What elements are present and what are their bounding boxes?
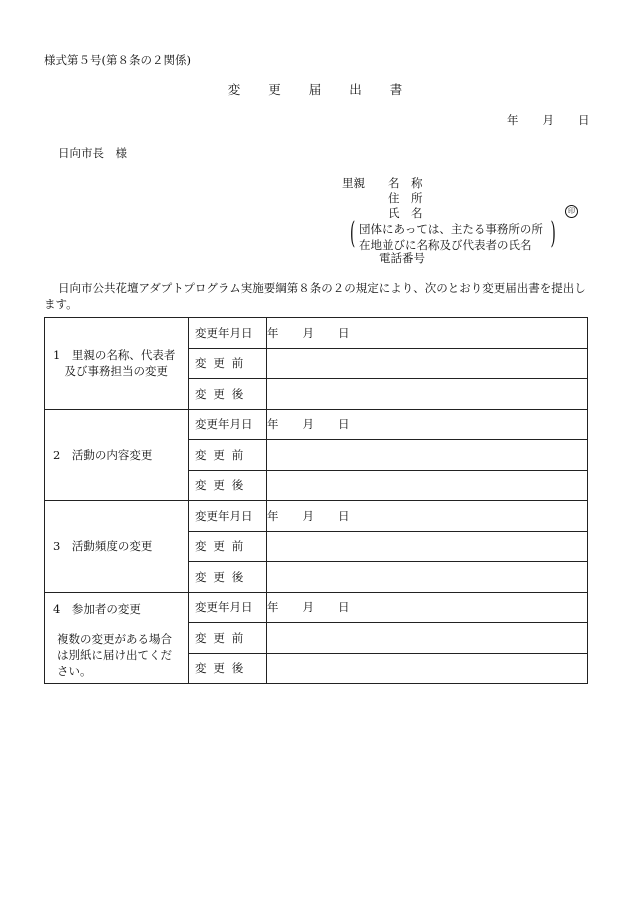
before-field[interactable] [267, 348, 588, 379]
change-date-field[interactable]: 年 月 日 [267, 318, 588, 349]
section-label: 3 活動頻度の変更 [53, 539, 153, 554]
change-date-field[interactable]: 年 月 日 [267, 501, 588, 532]
submission-date [507, 112, 590, 128]
after-field[interactable] [267, 470, 588, 501]
change-date-label: 変更年月日 [189, 409, 267, 440]
group-note [350, 216, 556, 253]
after-field[interactable] [267, 379, 588, 410]
after-label: 変更後 [189, 653, 267, 684]
name-label: 名 称 [388, 176, 423, 190]
change-date-label: 変更年月日 [189, 592, 267, 623]
address-label: 住 所 [388, 191, 423, 205]
satooya-label: 里親 [342, 176, 365, 190]
after-label: 変更後 [189, 470, 267, 501]
document-title [0, 80, 630, 98]
body-text: 日向市公共花壇アダプトプログラム実施要綱第８条の２の規定により、次のとおり変更届出書を提出します。 [44, 281, 586, 311]
section-cell [45, 409, 189, 501]
change-date-field[interactable]: 年 月 日 [267, 592, 588, 623]
date-month: 月 [542, 113, 554, 127]
group-note-line1: 団体にあっては、主たる事務所の所 [359, 222, 543, 236]
before-label: 変更前 [189, 440, 267, 471]
table-row [45, 501, 588, 532]
after-field[interactable] [267, 562, 588, 593]
section-label: 1 里親の名称、代表者 [53, 348, 176, 363]
before-field[interactable] [267, 623, 588, 654]
form-number: 様式第５号(第８条の２関係) [44, 53, 191, 67]
title-char: 変 [227, 82, 241, 97]
title-char: 出 [349, 82, 362, 97]
after-field[interactable] [267, 653, 588, 684]
change-date-label: 変更年月日 [189, 318, 267, 349]
table-row [45, 318, 588, 349]
section-label: 及び事務担当の変更 [53, 364, 168, 379]
section-note: 複数の変更がある場合は別紙に届け出てください。 [57, 631, 172, 678]
table-row [45, 592, 588, 623]
before-field[interactable] [267, 531, 588, 562]
open-paren: ( [350, 216, 356, 251]
date-day: 日 [578, 113, 590, 127]
section-cell [45, 501, 189, 593]
addressee: 日向市長 様 [58, 146, 127, 160]
change-table [44, 317, 588, 684]
section-cell [45, 318, 189, 410]
before-label: 変更前 [189, 531, 267, 562]
phone-label: 電話番号 [379, 251, 425, 265]
after-label: 変更後 [189, 379, 267, 410]
title-char: 届 [308, 82, 322, 97]
title-char: 書 [389, 82, 403, 97]
after-label: 変更後 [189, 562, 267, 593]
seal-icon: 印 [565, 205, 578, 218]
group-note-line2: 在地並びに名称及び代表者の氏名 [359, 238, 532, 252]
date-year: 年 [507, 113, 519, 127]
before-label: 変更前 [189, 623, 267, 654]
section-label: 2 活動の内容変更 [53, 447, 153, 462]
title-char: 更 [268, 82, 281, 97]
close-paren: ) [550, 216, 556, 251]
change-date-label: 変更年月日 [189, 501, 267, 532]
table-row [45, 409, 588, 440]
section-label: 4 参加者の変更 [53, 601, 141, 616]
section-cell [45, 592, 189, 684]
before-field[interactable] [267, 440, 588, 471]
person-name-label: 氏 名 [388, 206, 423, 220]
before-label: 変更前 [189, 348, 267, 379]
change-date-field[interactable]: 年 月 日 [267, 409, 588, 440]
